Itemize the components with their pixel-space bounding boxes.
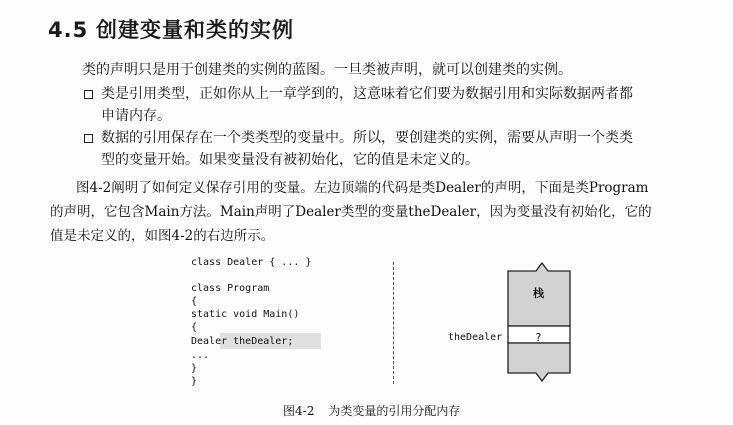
undefined-value-marker: ? [535,331,542,344]
code-line: class Program [191,283,270,294]
code-line: { [191,322,198,333]
figure-caption [283,402,460,419]
body-line-1: 图4-2阐明了如何定义保存引用的变量。左边顶端的代码是类Dealer的声明，下面是类Program [76,180,649,196]
bullet-1-line-2: 申请内存。 [101,108,171,124]
variable-name-label: theDealer [448,332,503,343]
stack-label: 栈 [533,287,544,300]
section-title: 创建变量和类的实例 [96,18,294,42]
code-line: { [191,296,198,307]
bullet-1-line-1: 类是引用类型，正如你从上一章学到的，这意味着它们要为数据引用和实际数据两者都 [101,86,633,102]
figure-divider [393,262,394,384]
body-line-3: 值是未定义的，如图4-2的右边所示。 [50,228,275,244]
stack-lower-region [508,343,570,381]
caption-number: 图4-2 [283,404,315,418]
caption-text: 为类变量的引用分配内存 [328,404,461,418]
section-number: 4.5 [48,18,89,42]
bullet-checkbox-icon [84,134,93,143]
code-line: class Dealer { ... } [191,257,312,268]
body-line-2: 的声明，它包含Main方法。Main声明了Dealer类型的变量theDealer，因为变量没有初始化，它的 [50,204,652,220]
code-line: } [191,363,198,374]
bullet-2-line-2: 型的变量开始。如果变量没有被初始化，它的值是未定义的。 [101,152,479,168]
code-line: Dealer theDealer; [191,336,294,347]
section-heading [48,14,294,44]
intro-paragraph: 类的声明只是用于创建类的实例的蓝图。一旦类被声明，就可以创建类的实例。 [82,62,572,78]
bullet-checkbox-icon [84,90,93,99]
code-line: } [191,376,198,387]
code-line: ... [191,350,210,361]
code-line: static void Main() [191,309,300,320]
bullet-2-line-1: 数据的引用保存在一个类类型的变量中。所以，要创建类的实例，需要从声明一个类类 [101,130,633,146]
stack-diagram [502,262,576,386]
